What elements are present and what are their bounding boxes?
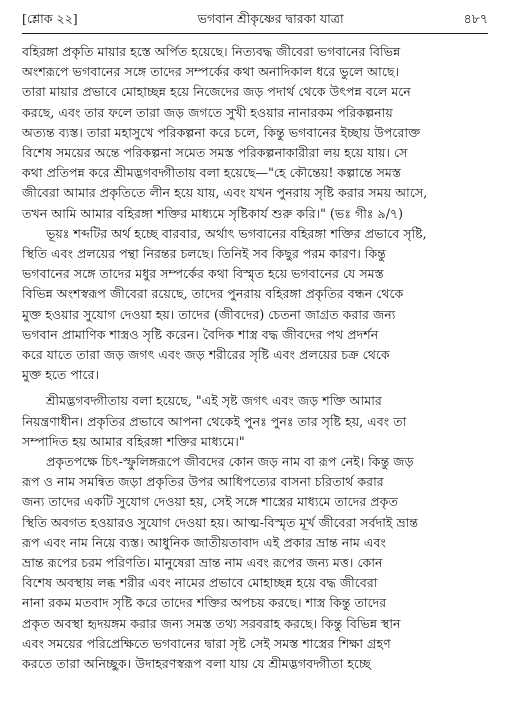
text-line: তখন আমি আমার বহিরঙ্গা শক্তির মাধ্যমে সৃষ্টিকার্য শুরু করি।" (ভঃ গীঃ ৯/৭) [22,205,404,221]
text-line: তারা মায়ার প্রভাবে মোহাচ্ছন্ন হয়ে নিজেদের জড় পদার্থ থেকে উৎপন্ন বলে মনে [22,84,411,100]
text-line: প্রকৃত অবস্থা হৃদয়ঙ্গম করার জন্য সমস্ত তথ্য সরবরাহ করছে। কিন্তু বিভিন্ন স্থান [22,615,401,631]
text-line: ভগবানের সঙ্গে তাদের মধুর সম্পর্কের কথা বিস্মৃত হয়ে ভগবানের যে সমস্ত [22,266,384,282]
paragraph-1 [22,42,488,224]
text-line: ভগবান প্রামাণিক শাস্ত্রও সৃষ্টি করেন। বৈদিক শাস্ত্র বদ্ধ জীবদের পথ প্রদর্শন [22,326,379,342]
text-line: এবং সময়ের পরিপ্রেক্ষিতে ভগবানের দ্বারা সৃষ্ট সেই সমস্ত শাস্ত্রের শিক্ষা গ্রহণ [22,635,391,651]
text-line: ভ্রান্ত রূপের চরম পরিণতি। মানুষেরা ভ্রান্ত নাম এবং রূপের জন্য মত্ত। কোন [22,555,383,571]
text-line: স্থিতি এবং প্রলয়ের পন্থা নিরন্তর চলছে। তিনিই সব কিছুর পরম কারণ। কিন্তু [22,246,386,262]
paragraph-2 [22,224,488,386]
gita-quote [22,391,488,452]
text-line: সম্পাদিত হয় আমার বহিরঙ্গা শক্তির মাধ্যমে।" [22,433,245,449]
text-line: অত্যন্ত ব্যস্ত। তারা মহাসুখে পরিকল্পনা করে চলে, কিন্তু ভগবানের ইচ্ছায় উপরোক্ত [22,124,421,140]
text-line: রূপ ও নাম সমন্বিত জড়া প্রকৃতির উপর আধিপত্যের বাসনা চরিতার্থ করার [22,474,384,490]
text-line: জীবেরা আমার প্রকৃতিতে লীন হয়ে যায়, এবং যখন পুনরায় সৃষ্টি করার সময় আসে, [22,185,428,201]
running-header [22,10,488,34]
text-line: নানা রকম মতবাদ সৃষ্টি করে তাদের শক্তির অপচয় করছে। শাস্ত্র কিন্তু তাদের [22,595,387,611]
verse-reference: [শ্লোক ২২] [22,11,78,26]
text-line: বিশেষ অবস্থায় লব্ধ শরীর এবং নামের প্রভাবে মোহাচ্ছন্ন হয়ে বদ্ধ জীবেরা [22,575,378,591]
chapter-title: ভগবান শ্রীকৃষ্ণের দ্বারকা যাত্রা [197,11,344,26]
text-line: প্রকৃতপক্ষে চিৎ-স্ফুলিঙ্গরূপে জীবদের কোন জড় নাম বা রূপ নেই। কিন্তু জড় [46,454,414,470]
text-line: নিয়ন্ত্রণাধীন। প্রকৃতির প্রভাবে আপনা থেকেই পুনঃ পুনঃ তার সৃষ্টি হয়, এবং তা [22,413,407,429]
text-line: জন্য তাদের একটি সুযোগ দেওয়া হয়, সেই সঙ্গে শাস্ত্রের মাধ্যমে তাদের প্রকৃত [22,494,398,510]
text-line: মুক্ত হতে পারে। [22,367,100,383]
text-line: করে যাতে তারা জড় জগৎ এবং জড় শরীরের সৃষ্টি এবং প্রলয়ের চক্র থেকে [22,347,390,363]
text-line: বিভিন্ন অংশস্বরূপ জীবেরা রয়েছে, তাদের পুনরায় বহিরঙ্গা প্রকৃতির বন্ধন থেকে [22,286,404,302]
text-line: করতে তারা অনিচ্ছুক। উদাহরণস্বরূপ বলা যায় যে শ্রীমদ্ভগবদ্গীতা হচ্ছে [22,656,371,672]
text-line: অংশরূপে ভগবানের সঙ্গে তাদের সম্পর্কের কথা অনাদিকাল ধরে ভুলে আছে। [22,64,400,80]
text-line: স্থিতি অবগত হওয়ারও সুযোগ দেওয়া হয়। আত্ম-বিস্মৃত মূর্খ জীবেরা সর্বদাই ভ্রান্ত [22,514,419,530]
paragraph-4 [22,452,488,674]
text-line: রূপ এবং নাম নিয়ে ব্যস্ত। আধুনিক জাতীয়তাবাদ এই প্রকার ভ্রান্ত নাম এবং [22,534,386,550]
book-page [22,10,488,674]
text-line: ভূয়ঃ শব্দটির অর্থ হচ্ছে বারবার, অর্থাৎ ভগবানের বহিরঙ্গা শক্তির প্রভাবে সৃষ্টি, [46,225,427,241]
page-body [22,42,488,674]
page-number: ৪৮৭ [463,11,488,26]
text-line: কথা প্রতিপন্ন করে শ্রীমদ্ভগবদ্গীতায় বলা হয়েছে—"হে কৌন্তেয়! কল্পান্তে সমস্ত [22,165,401,181]
text-line: করছে, এবং তার ফলে তারা জড় জগতে সুখী হওয়ার নানারকম পরিকল্পনায় [22,104,393,120]
text-line: বিশেষ সময়ের অন্তে পরিকল্পনা সমেত সমস্ত পরিকল্পনাকারীরা লয় হয়ে যায়। সে [22,145,408,161]
text-line: শ্রীমদ্ভগবদ্গীতায় বলা হয়েছে, "এই সৃষ্ট জগৎ এবং জড় শক্তি আমার [46,393,382,409]
text-line: বহিরঙ্গা প্রকৃতি মায়ার হস্তে অর্পিত হয়েছে। নিত্যবদ্ধ জীবেরা ভগবানের বিভিন্ন [22,44,401,59]
text-line: মুক্ত হওয়ার সুযোগ দেওয়া হয়। তাদের (জীবদের) চেতনা জাগ্রত করার জন্য [22,306,396,322]
